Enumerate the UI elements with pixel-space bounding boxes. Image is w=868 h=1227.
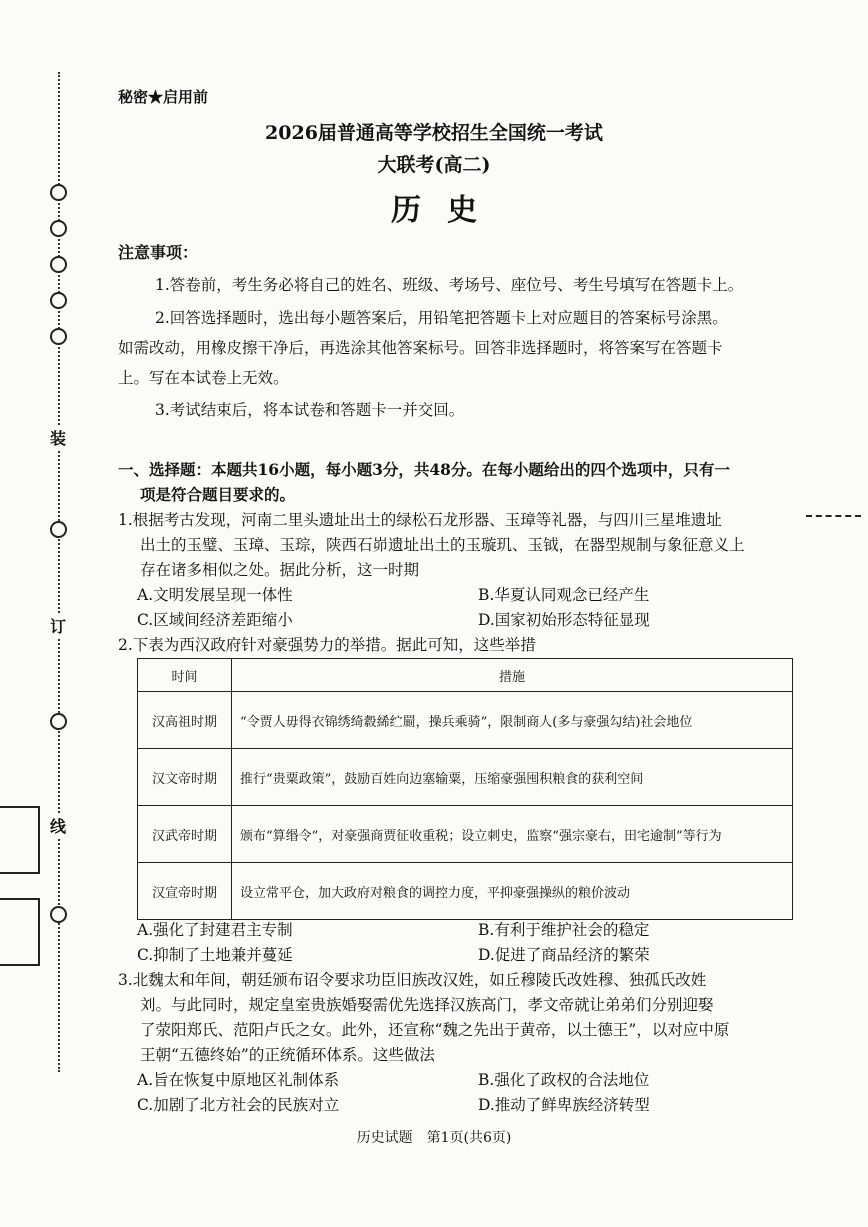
binding-hole-icon: [50, 328, 67, 345]
binding-char-zhuang: 装: [50, 426, 66, 449]
q2-stem: 2.下表为西汉政府针对豪强势力的举措。据此可知，这些举措: [118, 636, 536, 654]
table-header-measure: 措施: [232, 659, 793, 692]
table-row: [138, 806, 793, 863]
notice-item: 上。写在本试卷上无效。: [118, 369, 289, 387]
q1-stem: 出土的玉璧、玉璋、玉琮，陕西石峁遗址出土的玉璇玑、玉钺，在器型规制与象征意义上: [140, 536, 745, 554]
q2-option-b: B.有利于维护社会的稳定: [478, 921, 650, 939]
binding-char-xian: 线: [50, 814, 66, 837]
notice-item: 2.回答选择题时，选出每小题答案后，用铅笔把答题卡上对应题目的答案标号涂黑。: [155, 309, 728, 327]
q3-stem: 刘。与此同时，规定皇室贵族婚娶需优先选择汉族高门，孝文帝就让弟弟们分别迎娶: [140, 996, 714, 1014]
q3-stem: 3.北魏太和年间，朝廷颁布诏令要求功臣旧族改汉姓，如丘穆陵氏改姓穆、独孤氏改姓: [118, 971, 707, 989]
q2-option-a: A.强化了封建君主专制: [137, 921, 293, 939]
notice-item: 3.考试结束后，将本试卷和答题卡一并交回。: [155, 401, 465, 419]
q3-option-d: D.推动了鲜卑族经济转型: [478, 1096, 650, 1114]
table-header-row: [138, 659, 793, 692]
table-cell-measure: “令贾人毋得衣锦绣绮縠絺纻罽，操兵乘骑”，限制商人(多与豪强勾结)社会地位: [232, 692, 793, 749]
table-cell-era: 汉宣帝时期: [138, 863, 232, 920]
table-cell-measure: 设立常平仓，加大政府对粮食的调控力度，平抑豪强操纵的粮价波动: [232, 863, 793, 920]
q2-option-c: C.抑制了土地兼并蔓延: [137, 946, 293, 964]
q3-option-a: A.旨在恢复中原地区礼制体系: [137, 1071, 340, 1089]
notice-item: 如需改动，用橡皮擦干净后，再选涂其他答案标号。回答非选择题时，将答案写在答题卡: [118, 339, 723, 357]
table-row: [138, 863, 793, 920]
q1-option-d: D.国家初始形态特征显现: [478, 611, 650, 629]
q1-stem: 存在诸多相似之处。据此分析，这一时期: [140, 561, 420, 579]
notice-heading: 注意事项：: [118, 243, 199, 262]
q3-stem: 王朝“五德终始”的正统循环体系。这些做法: [140, 1046, 435, 1064]
table-cell-era: 汉文帝时期: [138, 749, 232, 806]
q1-option-b: B.华夏认同观念已经产生: [478, 586, 650, 604]
table-row: [138, 749, 793, 806]
notice-item: 1.答卷前，考生务必将自己的姓名、班级、考场号、座位号、考生号填写在答题卡上。: [155, 276, 744, 294]
q2-option-d: D.促进了商品经济的繁荣: [478, 946, 650, 964]
q3-stem: 了荥阳郑氏、范阳卢氏之女。此外，还宣称“魏之先出于黄帝，以土德王”，以对应中原: [140, 1021, 730, 1039]
q3-option-b: B.强化了政权的合法地位: [478, 1071, 650, 1089]
exam-subtitle: 大联考(高二): [377, 154, 491, 176]
table-cell-measure: 推行“贵粟政策”，鼓励百姓向边塞输粟，压缩豪强囤积粮食的获利空间: [232, 749, 793, 806]
measures-table: [137, 658, 793, 920]
exam-title: 2026届普通高等学校招生全国统一考试: [265, 122, 603, 144]
section-heading-cont: 项是符合题目要求的。: [140, 485, 296, 504]
q1-stem: 1.根据考古发现，河南二里头遗址出土的绿松石龙形器、玉璋等礼器，与四川三星堆遗址: [118, 511, 722, 529]
table-row: [138, 692, 793, 749]
binding-hole-icon: [50, 906, 67, 923]
q3-option-c: C.加剧了北方社会的民族对立: [137, 1096, 340, 1114]
q1-option-c: C.区域间经济差距缩小: [137, 611, 293, 629]
binding-hole-icon: [50, 292, 67, 309]
q1-option-a: A.文明发展呈现一体性: [137, 586, 293, 604]
subject-title: 历史: [391, 193, 503, 228]
table-cell-era: 汉武帝时期: [138, 806, 232, 863]
table-header-era: 时间: [138, 659, 232, 692]
binding-hole-icon: [50, 521, 67, 538]
cut-dashed-line: [806, 515, 861, 517]
binding-hole-icon: [50, 713, 67, 730]
margin-info-box: [0, 806, 40, 874]
binding-char-ding: 订: [50, 614, 66, 637]
margin-info-box: [0, 898, 40, 966]
secret-label: 秘密★启用前: [118, 88, 209, 106]
table-cell-measure: 颁布“算缗令”，对豪强商贾征收重税；设立刺史，监察“强宗豪右，田宅逾制”等行为: [232, 806, 793, 863]
section-heading: 一、选择题：本题共16小题，每小题3分，共48分。在每小题给出的四个选项中，只有一: [118, 460, 730, 479]
page-footer: 历史试题 第1页(共6页): [356, 1130, 512, 1146]
table-cell-era: 汉高祖时期: [138, 692, 232, 749]
binding-hole-icon: [50, 256, 67, 273]
